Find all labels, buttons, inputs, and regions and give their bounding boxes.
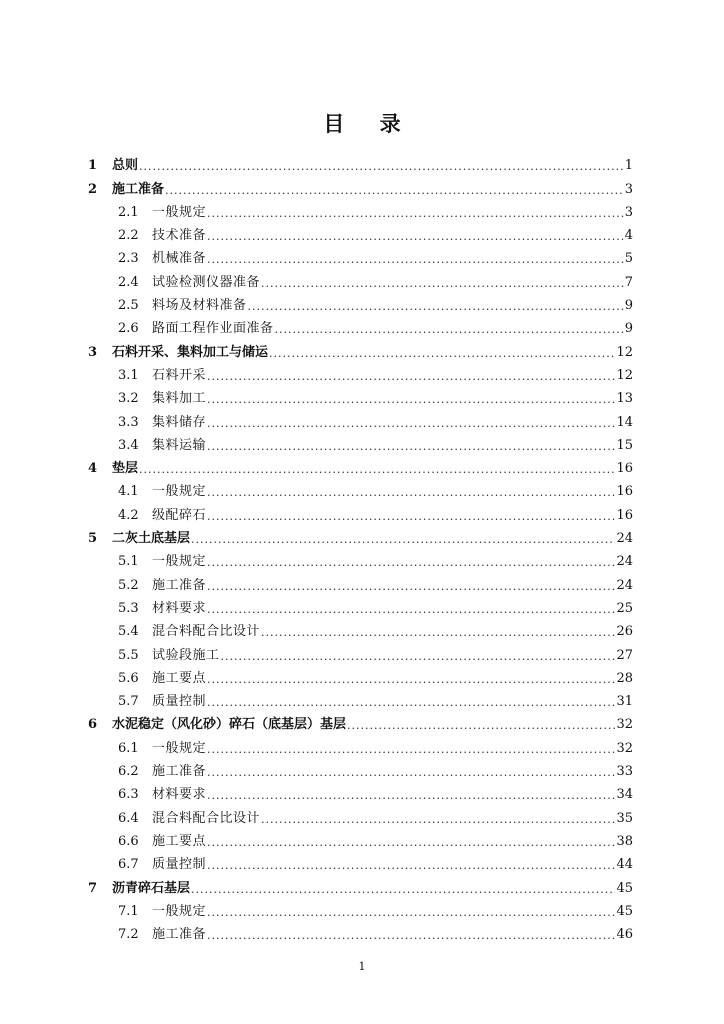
toc-section-entry[interactable] [88,361,633,384]
toc-entry-title: 机械准备 [152,251,207,267]
table-of-contents [88,151,633,943]
toc-section-entry[interactable] [88,384,633,407]
toc-entry-number: 2 [88,181,98,197]
toc-section-entry[interactable] [88,897,633,920]
toc-entry-number: 6 [88,717,98,733]
toc-entry-page: 35 [616,810,633,826]
toc-dot-leader [261,277,624,291]
toc-dot-leader [207,696,615,710]
toc-section-entry[interactable] [88,617,633,640]
toc-entry-number: 5.2 [118,577,139,593]
toc-entry-page: 25 [616,600,633,616]
toc-dot-leader [207,556,615,570]
toc-entry-number: 3.4 [118,437,139,453]
toc-dot-leader [207,929,615,943]
toc-entry-number: 6.4 [118,810,139,826]
toc-entry-number: 5.4 [118,624,139,640]
page-number: 1 [358,960,366,973]
toc-dot-leader [207,253,624,267]
toc-section-entry[interactable] [88,920,633,943]
toc-entry-title: 材料要求 [152,600,207,616]
toc-entry-page: 32 [616,740,633,756]
toc-entry-page: 38 [616,833,633,849]
toc-dot-leader [191,533,615,547]
page-title: 目 录 [323,112,415,136]
toc-dot-leader [221,650,616,664]
toc-chapter-entry[interactable] [88,174,633,197]
toc-entry-title: 级配碎石 [152,507,207,523]
toc-entry-page: 3 [624,204,633,220]
toc-entry-title: 集料运输 [152,437,207,453]
toc-entry-page: 28 [616,670,633,686]
toc-dot-leader [207,370,615,384]
toc-chapter-entry[interactable] [88,337,633,360]
toc-entry-title: 施工要点 [152,833,207,849]
toc-entry-title: 沥青碎石基层 [112,880,191,896]
toc-dot-leader [207,603,615,617]
toc-entry-page: 24 [616,577,633,593]
toc-entry-title: 试验段施工 [152,647,220,663]
toc-entry-title: 试验检测仪器准备 [152,274,261,290]
toc-entry-number: 2.3 [118,251,139,267]
toc-entry-page: 46 [616,927,633,943]
toc-entry-number: 2.1 [118,204,139,220]
toc-dot-leader [269,347,615,361]
toc-dot-leader [261,813,615,827]
toc-dot-leader [207,673,615,687]
toc-entry-page: 32 [616,717,633,733]
toc-section-entry[interactable] [88,291,633,314]
toc-entry-page: 45 [616,880,633,896]
toc-entry-title: 混合料配合比设计 [152,810,261,826]
toc-dot-leader [207,836,615,850]
toc-entry-number: 2.6 [118,321,139,337]
toc-entry-number: 3 [88,344,98,360]
toc-entry-title: 施工要点 [152,670,207,686]
toc-section-entry[interactable] [88,850,633,873]
toc-entry-page: 27 [616,647,633,663]
toc-entry-title: 一般规定 [152,484,207,500]
toc-entry-number: 5.1 [118,554,139,570]
toc-entry-number: 6.2 [118,764,139,780]
toc-entry-title: 集料加工 [152,391,207,407]
toc-entry-number: 5 [88,531,98,547]
toc-entry-number: 5.3 [118,600,139,616]
toc-entry-title: 材料要求 [152,787,207,803]
toc-dot-leader [207,789,615,803]
toc-section-entry[interactable] [88,431,633,454]
toc-entry-page: 12 [616,367,633,383]
toc-dot-leader [207,580,615,594]
toc-section-entry[interactable] [88,594,633,617]
toc-section-entry[interactable] [88,477,633,500]
toc-entry-title: 石料开采、集料加工与储运 [112,344,269,360]
toc-entry-title: 一般规定 [152,903,207,919]
toc-entry-page: 16 [616,484,633,500]
toc-section-entry[interactable] [88,733,633,756]
toc-dot-leader [139,463,615,477]
toc-entry-page: 1 [624,158,633,174]
toc-section-entry[interactable] [88,314,633,337]
toc-entry-title: 一般规定 [152,740,207,756]
toc-entry-page: 9 [624,298,633,314]
toc-entry-page: 44 [616,857,633,873]
toc-entry-number: 2.2 [118,228,139,244]
toc-entry-title: 一般规定 [152,204,207,220]
toc-entry-page: 24 [616,554,633,570]
toc-section-entry[interactable] [88,780,633,803]
toc-chapter-entry[interactable] [88,151,633,174]
toc-section-entry[interactable] [88,198,633,221]
toc-entry-number: 4 [88,461,98,477]
toc-dot-leader [207,440,615,454]
toc-entry-number: 6.6 [118,833,139,849]
toc-entry-number: 5.6 [118,670,139,686]
toc-entry-page: 12 [616,344,633,360]
toc-entry-page: 45 [616,903,633,919]
toc-entry-title: 质量控制 [152,857,207,873]
toc-chapter-entry[interactable] [88,454,633,477]
toc-dot-leader [207,230,624,244]
toc-entry-page: 16 [616,507,633,523]
toc-entry-number: 3.3 [118,414,139,430]
toc-entry-number: 7.2 [118,927,139,943]
toc-section-entry[interactable] [88,664,633,687]
toc-entry-title: 料场及材料准备 [152,298,247,314]
toc-entry-number: 5.5 [118,647,139,663]
toc-entry-page: 34 [616,787,633,803]
toc-entry-number: 6.7 [118,857,139,873]
toc-entry-page: 14 [616,414,633,430]
toc-section-entry[interactable] [88,267,633,290]
toc-dot-leader [207,417,615,431]
toc-section-entry[interactable] [88,570,633,593]
toc-section-entry[interactable] [88,244,633,267]
toc-entry-number: 3.1 [118,367,139,383]
toc-entry-title: 混合料配合比设计 [152,624,261,640]
toc-entry-page: 15 [616,437,633,453]
toc-dot-leader [207,207,624,221]
toc-entry-title: 石料开采 [152,367,207,383]
toc-entry-page: 3 [624,181,633,197]
toc-entry-page: 31 [616,694,633,710]
toc-entry-title: 技术准备 [152,228,207,244]
toc-entry-page: 24 [616,531,633,547]
toc-entry-title: 二灰土底基层 [112,531,191,547]
toc-chapter-entry[interactable] [88,524,633,547]
toc-dot-leader [191,883,615,897]
toc-section-entry[interactable] [88,687,633,710]
toc-entry-number: 2.5 [118,298,139,314]
toc-section-entry[interactable] [88,547,633,570]
toc-entry-number: 4.2 [118,507,139,523]
toc-entry-title: 施工准备 [152,927,207,943]
toc-dot-leader [139,160,624,174]
toc-dot-leader [207,393,615,407]
toc-entry-number: 3.2 [118,391,139,407]
toc-dot-leader [248,300,624,314]
toc-entry-page: 5 [624,251,633,267]
toc-entry-number: 6.3 [118,787,139,803]
toc-entry-title: 质量控制 [152,694,207,710]
toc-dot-leader [207,859,615,873]
toc-entry-title: 总则 [112,158,139,174]
toc-entry-number: 7.1 [118,903,139,919]
toc-section-entry[interactable] [88,827,633,850]
toc-section-entry[interactable] [88,757,633,780]
toc-entry-title: 水泥稳定（风化砂）碎石（底基层）基层 [112,717,347,733]
toc-entry-page: 9 [624,321,633,337]
toc-entry-page: 4 [624,228,633,244]
toc-dot-leader [347,719,615,733]
toc-chapter-entry[interactable] [88,873,633,896]
toc-dot-leader [165,184,624,198]
toc-entry-title: 施工准备 [152,577,207,593]
toc-entry-number: 5.7 [118,694,139,710]
toc-entry-page: 16 [616,461,633,477]
toc-entry-title: 施工准备 [152,764,207,780]
toc-dot-leader [207,766,615,780]
toc-entry-page: 13 [616,391,633,407]
toc-section-entry[interactable] [88,803,633,826]
toc-entry-number: 2.4 [118,274,139,290]
toc-dot-leader [207,486,615,500]
toc-entry-title: 一般规定 [152,554,207,570]
toc-dot-leader [207,510,615,524]
toc-section-entry[interactable] [88,221,633,244]
toc-dot-leader [275,323,624,337]
toc-chapter-entry[interactable] [88,710,633,733]
toc-dot-leader [207,743,615,757]
toc-entry-title: 垫层 [112,461,139,477]
toc-entry-number: 1 [88,158,98,174]
toc-entry-title: 集料储存 [152,414,207,430]
toc-entry-number: 7 [88,880,98,896]
toc-entry-page: 7 [624,274,633,290]
toc-entry-page: 26 [616,624,633,640]
toc-entry-title: 路面工程作业面准备 [152,321,274,337]
toc-entry-page: 33 [616,764,633,780]
toc-section-entry[interactable] [88,640,633,663]
toc-entry-number: 4.1 [118,484,139,500]
toc-section-entry[interactable] [88,407,633,430]
toc-dot-leader [207,906,615,920]
toc-entry-title: 施工准备 [112,181,165,197]
toc-dot-leader [261,626,615,640]
toc-section-entry[interactable] [88,500,633,523]
toc-entry-number: 6.1 [118,740,139,756]
